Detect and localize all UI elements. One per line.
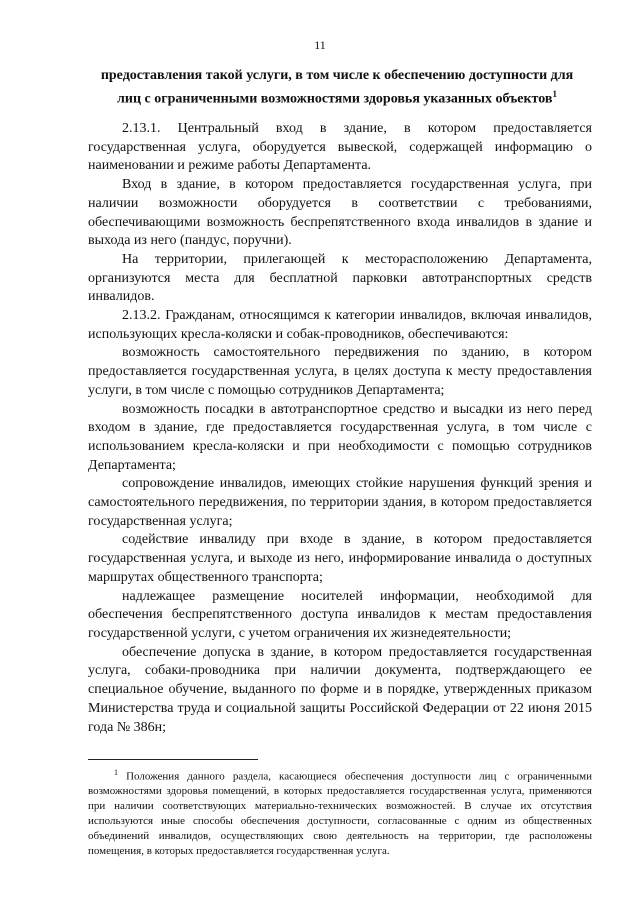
paragraph-2-13-1: 2.13.1. Центральный вход в здание, в котором предоставляется государственная услуга, оборудуется вывеской, содержащей информацию о наименовании и режиме работы Департамента. — [88, 121, 592, 174]
list-item-vehicle-boarding: возможность посадки в автотранспортное средство и высадки из него перед входом в здание, где предоставляется государственная услуга, в том числе с использованием кресла-коляски и при необходимости с помощью сотрудников Департамента; — [88, 401, 592, 473]
list-item-assistance: содействие инвалиду при входе в здание, в котором предоставляется государственная услуга, и выходе из него, информирование инвалида о доступных маршрутах общественного транспорта; — [88, 532, 592, 585]
list-item-guide-dog: обеспечение допуска в здание, в котором предоставляется государственная услуга, собаки-проводника при наличии документа, подтверждающего ее специальное обучение, выданного по форме и в порядке, утвержденных приказом Министерства труда и социальной защиты Российской Федерации от 22 июня 2015 года № 386н; — [88, 644, 592, 735]
paragraph-parking: На территории, прилегающей к месторасположению Департамента, организуются места для бесплатной парковки автотранспортных средств инвалидов. — [88, 251, 592, 305]
paragraph-2-13-2: 2.13.2. Гражданам, относящимся к категории инвалидов, включая инвалидов, использующих кресла-коляски и собак-проводников, обеспечиваются: — [88, 308, 592, 342]
footnote-mark: 1 — [114, 768, 118, 777]
footnote-text: Положения данного раздела, касающиеся обеспечения доступности лиц с ограниченными возможностями здоровья помещений, в которых предоставляется государственная услуга, применяются при наличии соответствующих материально-технических возможностей. В случае их отсутствия используются иные способы обеспечения доступности, согласованные с одним из общественных объединений инвалидов, осуществляющих свою деятельность на территории, где расположены помещения, в которых предоставляется государственная услуга. — [88, 770, 592, 857]
body-text — [88, 120, 592, 737]
footnote — [88, 766, 592, 858]
footnote-paragraph — [88, 766, 592, 858]
page-number: 11 — [314, 38, 326, 52]
heading-footnote-ref: 1 — [552, 89, 557, 99]
list-item-escort: сопровождение инвалидов, имеющих стойкие нарушения функций зрения и самостоятельного передвижения, по территории здания, в котором предоставляется государственная услуга; — [88, 476, 592, 529]
section-heading-text: предоставления такой услуги, в том числе к обеспечению доступности для лиц с ограниченными возможностями здоровья указанных объектов — [100, 68, 574, 107]
paragraph-entrance: Вход в здание, в котором предоставляется государственная услуга, при наличии возможности оборудуется в соответствии с требованиями, обеспечивающими возможность беспрепятственного входа инвалидов в здание и выхода из него (пандус, поручни). — [88, 177, 592, 249]
list-item-information-carriers: надлежащее размещение носителей информации, необходимой для обеспечения беспрепятственного доступа инвалидов к местам предоставления государственной услуги, с учетом ограничения их жизнедеятельности; — [88, 588, 592, 641]
footnote-divider — [88, 759, 258, 760]
list-item-movement: возможность самостоятельного передвижения по зданию, в котором предоставляется государственная услуга, в целях доступа к месту предоставления услуги, в том числе с помощью сотрудников Департамента; — [88, 345, 592, 398]
section-heading — [92, 66, 582, 109]
